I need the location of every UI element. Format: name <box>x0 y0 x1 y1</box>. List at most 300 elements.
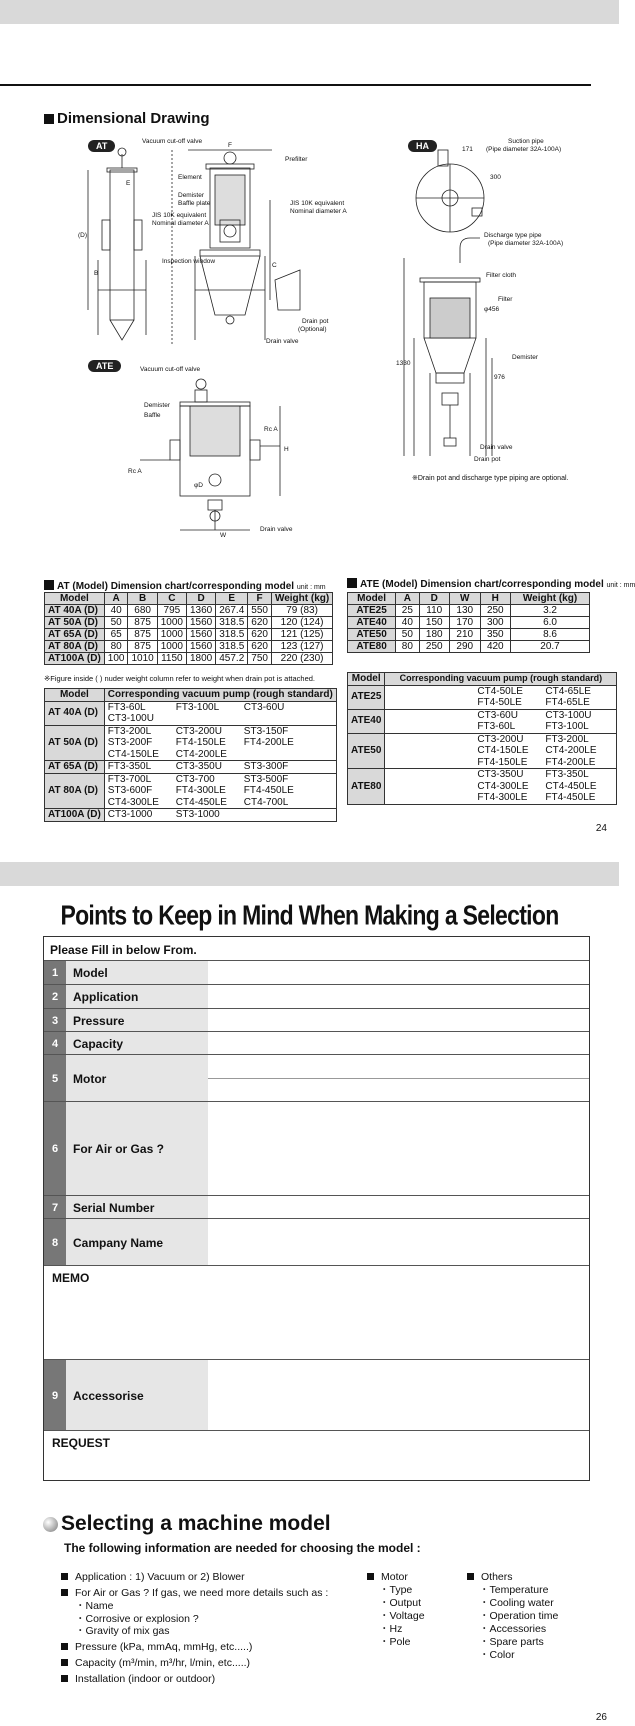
table-row <box>348 733 617 769</box>
pump-item: CT3-60U <box>477 709 518 721</box>
pump-item: FT4-65LE <box>545 697 590 708</box>
table-row <box>45 605 333 617</box>
form-row-capacity[interactable] <box>44 1031 589 1055</box>
ha-label-11: 976 <box>494 374 505 381</box>
table-cell: 350 <box>480 629 511 641</box>
pump-item: CT4-150LE <box>477 745 529 756</box>
table-header-row <box>348 673 617 686</box>
table-row <box>45 761 337 774</box>
model-cell: ATE25 <box>348 685 385 709</box>
list-subitem: ・Operation time <box>479 1610 559 1622</box>
pump-cell <box>104 761 336 774</box>
pump-item: FT4-300LE <box>175 785 226 796</box>
at-label-7: Nominal diameter A <box>152 220 209 227</box>
table-header-row <box>348 593 590 605</box>
pump-item: ST3-300F <box>243 761 289 772</box>
table-cell: 50 <box>396 629 419 641</box>
col-header: E <box>216 593 248 605</box>
table-row <box>348 629 590 641</box>
col-header: W <box>450 593 481 605</box>
ha-label-4: Discharge type pipe <box>484 232 542 239</box>
pump-item: FT4-450LE <box>243 785 294 796</box>
field-label: Campany Name <box>66 1219 208 1266</box>
table-row <box>45 641 333 653</box>
pump-cell <box>385 709 617 733</box>
col-header: B <box>128 593 157 605</box>
ha-label-8: φ456 <box>484 306 500 313</box>
list-item: Pressure (kPa, mmAq, mmHg, etc.....) <box>61 1641 252 1654</box>
model-cell: ATE40 <box>348 709 385 733</box>
square-bullet-icon <box>467 1573 474 1580</box>
field-number: 8 <box>44 1219 66 1266</box>
table-cell: 1560 <box>186 629 215 641</box>
table-cell: 1000 <box>157 617 186 629</box>
table-row <box>348 641 590 653</box>
table-cell: 110 <box>419 605 450 617</box>
ha-label-9: Demister <box>512 354 539 361</box>
at-dim-caption: AT (Model) Dimension chart/corresponding model unit : mm <box>44 580 326 592</box>
ha-drawing <box>400 138 600 478</box>
table-cell: 40 <box>396 617 419 629</box>
model-cell: AT 50A (D) <box>45 725 105 761</box>
ate-label-8: W <box>220 532 227 539</box>
table-cell: 318.5 <box>216 641 248 653</box>
field-number: 2 <box>44 985 66 1009</box>
at-pump-table <box>44 688 337 822</box>
at-label-1: F <box>228 142 232 149</box>
pump-cell <box>104 725 336 761</box>
pump-item: FT3-700L <box>107 773 152 785</box>
table-cell: ATE50 <box>348 629 396 641</box>
col-header: D <box>186 593 215 605</box>
col-header: C <box>157 593 186 605</box>
model-cell: ATE80 <box>348 769 385 805</box>
at-label-14: (D) <box>78 232 88 239</box>
at-drawing <box>80 140 340 345</box>
list-subitem: ・Type <box>379 1584 413 1596</box>
pump-item: ST3-500F <box>243 773 289 785</box>
form-row-motor[interactable] <box>44 1054 589 1102</box>
header-rule <box>0 84 591 86</box>
ate-label-1: Demister <box>144 402 171 409</box>
pump-item: FT3-350L <box>545 769 589 780</box>
table-cell: AT 50A (D) <box>45 617 105 629</box>
at-label-0: Vacuum cut-off valve <box>142 138 203 145</box>
list-subitem: ・Output <box>379 1597 422 1609</box>
header-band <box>0 0 619 24</box>
ate-label-2: Baffle <box>144 412 161 419</box>
ha-label-3: 300 <box>490 174 501 181</box>
ate-label-6: H <box>284 446 289 453</box>
ha-label-1: (Pipe diameter 32A-100A) <box>486 146 562 153</box>
ate-pump-table <box>347 672 617 805</box>
at-label-4: Demister <box>178 192 205 199</box>
ha-label-10: 1330 <box>396 360 411 367</box>
at-label-15: E <box>126 180 131 187</box>
form-row-pressure[interactable] <box>44 1008 589 1032</box>
table-header-row <box>45 689 337 702</box>
pump-item: CT4-65LE <box>545 685 591 697</box>
table-cell: 875 <box>128 629 157 641</box>
pump-item: FT4-150LE <box>477 756 528 768</box>
form-row-accessorise[interactable] <box>44 1359 589 1431</box>
table-cell: 1560 <box>186 641 215 653</box>
col-header: Model <box>348 593 396 605</box>
page-number-top: 24 <box>595 823 607 834</box>
field-number: 1 <box>44 961 66 985</box>
pump-item: CT3-700 <box>175 773 215 785</box>
at-label-16: B <box>94 270 99 277</box>
pump-item: CT4-200LE <box>545 745 597 756</box>
field-label: Application <box>66 985 208 1009</box>
list-item: For Air or Gas ? If gas, we need more details such as : <box>61 1587 328 1600</box>
pump-item: FT3-200L <box>107 725 152 737</box>
table-row <box>45 617 333 629</box>
ate-label-0: Vacuum cut-off valve <box>140 366 201 373</box>
list-item-others: Others <box>467 1571 513 1584</box>
pump-item: FT3-100L <box>175 701 220 713</box>
table-cell: 318.5 <box>216 629 248 641</box>
table-cell: 1800 <box>186 653 215 665</box>
table-cell: 20.7 <box>511 641 590 653</box>
table-cell: 875 <box>128 617 157 629</box>
at-label-3: Element <box>178 174 202 181</box>
memo-label: MEMO <box>52 1271 90 1285</box>
table-cell: 65 <box>104 629 128 641</box>
ha-label-2: 171 <box>462 146 473 153</box>
table-cell: AT 40A (D) <box>45 605 105 617</box>
col-header: Weight (kg) <box>511 593 590 605</box>
page-title: Points to Keep in Mind When Making a Selection <box>60 899 559 931</box>
field-label: Accessorise <box>66 1360 208 1431</box>
table-cell: 180 <box>419 629 450 641</box>
selection-form <box>43 936 590 1481</box>
table-cell: 80 <box>396 641 419 653</box>
table-cell: 1010 <box>128 653 157 665</box>
at-label-5: Baffle plate <box>178 200 211 207</box>
table-cell: 150 <box>419 617 450 629</box>
form-row-request[interactable] <box>44 1430 589 1481</box>
ha-diagram <box>396 138 600 482</box>
table-row <box>45 773 337 809</box>
square-bullet-icon <box>44 114 54 124</box>
at-tag: AT <box>88 140 115 152</box>
pump-cell <box>385 733 617 769</box>
ha-label-13: Drain pot <box>474 456 501 463</box>
pump-item: CT3-60U <box>243 701 285 713</box>
table-cell: 420 <box>480 641 511 653</box>
form-row-memo[interactable] <box>44 1265 589 1360</box>
pump-item: CT3-200U <box>175 725 222 737</box>
ate-label-7: Drain valve <box>260 526 293 533</box>
field-number: 6 <box>44 1102 66 1196</box>
field-label: Motor <box>66 1055 208 1102</box>
table-cell: AT100A (D) <box>45 653 105 665</box>
page-number-bottom: 26 <box>595 1712 607 1723</box>
at-label-10: Inspection window <box>162 258 216 265</box>
page-divider-band <box>0 862 619 886</box>
table-cell: 875 <box>128 641 157 653</box>
at-diagram <box>78 138 347 345</box>
sphere-bullet-icon <box>43 1517 58 1532</box>
table-cell: 130 <box>450 605 481 617</box>
pump-item: CT4-450LE <box>545 780 597 792</box>
pump-item: FT4-150LE <box>175 737 226 748</box>
table-cell: 250 <box>419 641 450 653</box>
at-label-9: Nominal diameter A <box>290 208 347 215</box>
at-dim-note: ※Figure inside ( ) nuder weight column refer to weight when drain pot is attached. <box>44 674 316 683</box>
at-label-13: Drain valve <box>266 338 299 345</box>
col-header: Model <box>45 689 105 702</box>
square-bullet-icon <box>61 1659 68 1666</box>
table-cell: 550 <box>248 605 272 617</box>
table-cell: 170 <box>450 617 481 629</box>
pump-cell <box>104 773 336 809</box>
list-item: Application : 1) Vacuum or 2) Blower <box>61 1571 245 1584</box>
at-label-8: JIS 10K equivalent <box>290 200 345 207</box>
form-row-application[interactable] <box>44 984 589 1009</box>
form-row-air-gas[interactable] <box>44 1101 589 1196</box>
list-subitem: ・Gravity of mix gas <box>75 1625 170 1637</box>
table-cell: 3.2 <box>511 605 590 617</box>
pump-item: FT4-200LE <box>545 756 596 768</box>
col-header: Corresponding vacuum pump (rough standard) <box>385 673 617 686</box>
square-bullet-icon <box>347 578 357 588</box>
field-number: 4 <box>44 1032 66 1055</box>
table-row <box>348 617 590 629</box>
field-label: Model <box>66 961 208 985</box>
ate-tag: ATE <box>88 360 121 372</box>
pump-item: CT3-350U <box>477 769 524 780</box>
table-cell: 6.0 <box>511 617 590 629</box>
table-cell: ATE80 <box>348 641 396 653</box>
list-subitem: ・Voltage <box>379 1610 425 1622</box>
pump-item: ST3-600F <box>107 785 153 796</box>
field-number: 7 <box>44 1196 66 1219</box>
table-row <box>45 809 337 822</box>
list-subitem: ・Name <box>75 1600 114 1612</box>
table-cell: 750 <box>248 653 272 665</box>
section-title: Dimensional Drawing <box>44 110 210 127</box>
table-cell: 40 <box>104 605 128 617</box>
at-label-6: JIS 10K equivalent <box>152 212 207 219</box>
pump-item: FT3-100L <box>545 721 589 732</box>
list-subitem: ・Accessories <box>479 1623 547 1635</box>
field-number: 3 <box>44 1009 66 1032</box>
pump-item: FT3-60L <box>477 721 516 732</box>
field-label: Serial Number <box>66 1196 208 1219</box>
pump-item: CT4-50LE <box>477 685 523 697</box>
ate-dim-table <box>347 592 590 653</box>
list-subitem: ・Spare parts <box>479 1636 544 1648</box>
square-bullet-icon <box>61 1589 68 1596</box>
table-cell: 121 (125) <box>271 629 332 641</box>
model-cell: AT 80A (D) <box>45 773 105 809</box>
pump-item: CT4-150LE <box>107 748 159 760</box>
ate-dim-caption: ATE (Model) Dimension chart/corresponding model unit : mm <box>347 578 635 590</box>
pump-item: FT4-200LE <box>243 737 294 748</box>
square-bullet-icon <box>61 1643 68 1650</box>
table-cell: 1000 <box>157 629 186 641</box>
pump-item: CT4-300LE <box>477 780 529 792</box>
selecting-heading: Selecting a machine model <box>43 1512 331 1536</box>
table-cell: ATE25 <box>348 605 396 617</box>
model-cell: AT 65A (D) <box>45 761 105 774</box>
table-cell: 210 <box>450 629 481 641</box>
list-subitem: ・Corrosive or explosion ? <box>75 1613 199 1625</box>
pump-item: ST3-150F <box>243 725 289 737</box>
pump-item: CT4-450LE <box>175 796 227 808</box>
table-cell: 300 <box>480 617 511 629</box>
at-label-11: Drain pot <box>302 318 329 325</box>
pump-item: CT3-100U <box>545 709 592 721</box>
list-item: Installation (indoor or outdoor) <box>61 1673 215 1686</box>
col-header: Model <box>348 673 385 686</box>
table-cell: 1150 <box>157 653 186 665</box>
ha-label-12: Drain valve <box>480 444 513 451</box>
pump-cell <box>104 701 336 725</box>
pump-cell <box>385 685 617 709</box>
col-header: Model <box>45 593 105 605</box>
table-cell: ATE40 <box>348 617 396 629</box>
table-cell: 50 <box>104 617 128 629</box>
pump-item: FT4-50LE <box>477 697 522 708</box>
at-dim-table <box>44 592 333 665</box>
table-cell: 79 (83) <box>271 605 332 617</box>
field-number: 9 <box>44 1360 66 1431</box>
pump-item: CT4-300LE <box>107 796 159 808</box>
ate-label-4: Rc A <box>128 468 142 475</box>
pump-item: CT4-700L <box>243 796 289 808</box>
table-cell: 290 <box>450 641 481 653</box>
col-header: D <box>419 593 450 605</box>
table-row <box>45 701 337 725</box>
table-row <box>45 653 333 665</box>
list-subitem: ・Pole <box>379 1636 411 1648</box>
at-label-12: (Optional) <box>298 326 327 333</box>
form-row-company[interactable] <box>44 1218 589 1266</box>
table-cell: 620 <box>248 629 272 641</box>
field-number: 5 <box>44 1055 66 1102</box>
at-label-2: Prefilter <box>285 156 308 163</box>
pump-item: FT4-450LE <box>545 792 596 803</box>
table-cell: AT 80A (D) <box>45 641 105 653</box>
table-cell: 120 (124) <box>271 617 332 629</box>
table-row <box>348 769 617 805</box>
pump-cell <box>385 769 617 805</box>
table-cell: 795 <box>157 605 186 617</box>
table-cell: AT 65A (D) <box>45 629 105 641</box>
square-bullet-icon <box>44 580 54 590</box>
pump-item: CT3-350U <box>175 761 222 772</box>
list-subitem: ・Cooling water <box>479 1597 554 1609</box>
list-subitem: ・Color <box>479 1649 515 1661</box>
col-header: F <box>248 593 272 605</box>
pump-item: CT3-100U <box>107 713 154 724</box>
ate-label-5: φD <box>194 482 203 489</box>
pump-item: FT4-300LE <box>477 792 528 803</box>
table-row <box>348 685 617 709</box>
form-row-model[interactable] <box>44 960 589 985</box>
at-label-17: C <box>272 262 277 269</box>
table-row <box>348 709 617 733</box>
square-bullet-icon <box>61 1573 68 1580</box>
col-header: Corresponding vacuum pump (rough standard) <box>104 689 336 702</box>
pump-item: FT3-200L <box>545 733 589 745</box>
field-label: Capacity <box>66 1032 208 1055</box>
ha-tag: HA <box>408 140 437 152</box>
pump-item: CT3-1000 <box>107 809 153 820</box>
col-header: Weight (kg) <box>271 593 332 605</box>
selecting-subtitle: The following information are needed for choosing the model : <box>64 1541 421 1555</box>
table-cell: 123 (127) <box>271 641 332 653</box>
col-header: A <box>104 593 128 605</box>
pump-item: FT3-350L <box>107 761 152 772</box>
table-row <box>45 629 333 641</box>
table-cell: 1000 <box>157 641 186 653</box>
col-header: A <box>396 593 419 605</box>
model-cell: ATE50 <box>348 733 385 769</box>
table-cell: 620 <box>248 617 272 629</box>
table-cell: 620 <box>248 641 272 653</box>
table-cell: 267.4 <box>216 605 248 617</box>
table-cell: 318.5 <box>216 617 248 629</box>
ate-label-3: Rc A <box>264 426 278 433</box>
pump-cell <box>104 809 336 822</box>
table-cell: 220 (230) <box>271 653 332 665</box>
list-subitem: ・Temperature <box>479 1584 549 1596</box>
table-cell: 680 <box>128 605 157 617</box>
table-cell: 1360 <box>186 605 215 617</box>
ate-drawing <box>80 360 310 540</box>
pump-item: CT4-200LE <box>175 748 227 760</box>
field-label: For Air or Gas ? <box>66 1102 208 1196</box>
table-cell: 80 <box>104 641 128 653</box>
ha-note: ※Drain pot and discharge type piping are optional. <box>412 475 569 482</box>
ate-diagram <box>80 360 310 540</box>
table-header-row <box>45 593 333 605</box>
table-cell: 8.6 <box>511 629 590 641</box>
pump-item: CT3-200U <box>477 733 524 745</box>
ha-label-7: Filter <box>498 296 513 303</box>
table-cell: 25 <box>396 605 419 617</box>
pump-item: ST3-200F <box>107 737 153 748</box>
form-row-serial[interactable] <box>44 1195 589 1219</box>
field-line <box>208 1078 589 1079</box>
model-cell: AT 40A (D) <box>45 701 105 725</box>
ha-label-6: Filter cloth <box>486 272 516 279</box>
table-cell: 250 <box>480 605 511 617</box>
table-row <box>45 725 337 761</box>
list-item: Capacity (m³/min, m³/hr, l/min, etc.....) <box>61 1657 250 1670</box>
pump-item: FT3-60L <box>107 701 146 713</box>
ha-label-0: Suction pipe <box>508 138 544 145</box>
table-cell: 457.2 <box>216 653 248 665</box>
request-label: REQUEST <box>52 1436 111 1450</box>
form-header: Please Fill in below From. <box>50 943 197 957</box>
pump-item: ST3-1000 <box>175 809 220 820</box>
list-subitem: ・Hz <box>379 1623 403 1635</box>
table-cell: 100 <box>104 653 128 665</box>
list-item-motor: Motor <box>367 1571 408 1584</box>
square-bullet-icon <box>61 1675 68 1682</box>
col-header: H <box>480 593 511 605</box>
ha-label-5: (Pipe diameter 32A-100A) <box>488 240 564 247</box>
table-row <box>348 605 590 617</box>
table-cell: 1560 <box>186 617 215 629</box>
model-cell: AT100A (D) <box>45 809 105 822</box>
square-bullet-icon <box>367 1573 374 1580</box>
